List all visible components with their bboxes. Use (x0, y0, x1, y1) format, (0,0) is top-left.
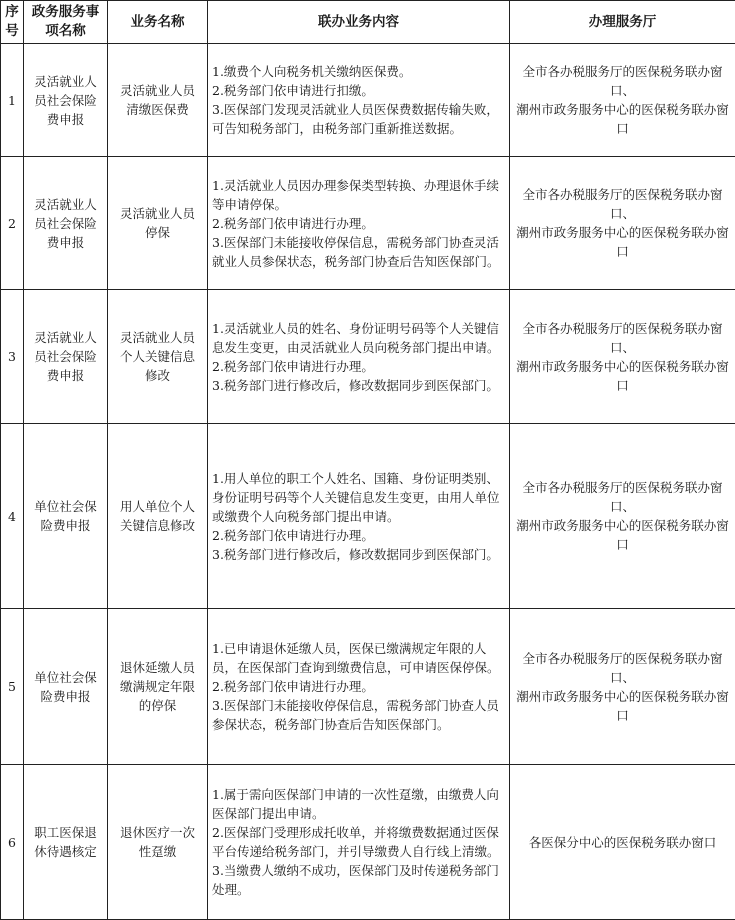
table-row (1, 157, 735, 290)
hall-line: 潮州市政务服务中心的医保税务联办窗口 (516, 102, 729, 136)
row-content (208, 424, 510, 609)
content-line: 3.税务部门进行修改后，修改数据同步到医保部门。 (212, 377, 499, 393)
hall-line: 全市各办税服务厅的医保税务联办窗口、 (522, 187, 723, 221)
hall-line: 全市各办税服务厅的医保税务联办窗口、 (522, 650, 723, 685)
content-line: 3.医保部门未能接收停保信息，需税务部门协查人员参保状态，税务部门协查后告知医保部门。 (212, 698, 499, 732)
hall-line: 潮州市政务服务中心的医保税务联办窗口 (516, 688, 729, 723)
table-row (1, 290, 735, 424)
row-no: 2 (1, 157, 24, 290)
row-business-name: 退休延缴人员缴满规定年限的停保 (108, 609, 208, 765)
content-line: 3.当缴费人缴纳不成功，医保部门及时传递税务部门处理。 (212, 863, 499, 897)
content-line: 1.已申请退休延缴人员，医保已缴满规定年限的人员，在医保部门查询到缴费信息，可申请医保停保。 (212, 641, 500, 675)
row-business-name: 灵活就业人员清缴医保费 (108, 44, 208, 157)
row-service-hall (510, 290, 735, 424)
row-service-hall (510, 44, 735, 157)
row-business-name: 退休医疗一次性趸缴 (108, 765, 208, 920)
hall-line: 潮州市政务服务中心的医保税务联办窗口 (516, 518, 729, 552)
content-line: 2.税务部门依申请进行办理。 (212, 527, 374, 543)
content-line: 1.灵活就业人员因办理参保类型转换、办理退休手续等申请停保。 (212, 177, 499, 212)
row-item-name: 灵活就业人员社会保险费申报 (24, 44, 108, 157)
row-item-name: 单位社会保险费申报 (24, 424, 108, 609)
content-line: 1.灵活就业人员的姓名、身份证明号码等个人关键信息发生变更，由灵活就业人员向税务部门提出申请。 (212, 320, 500, 355)
content-line: 3.税务部门进行修改后，修改数据同步到医保部门。 (212, 546, 499, 562)
table-row (1, 609, 735, 765)
row-business-name: 灵活就业人员个人关键信息修改 (108, 290, 208, 424)
row-no: 4 (1, 424, 24, 609)
content-line: 2.税务部门依申请进行办理。 (212, 358, 374, 374)
row-content (208, 290, 510, 424)
row-no: 5 (1, 609, 24, 765)
row-item-name: 单位社会保险费申报 (24, 609, 108, 765)
header-item: 政务服务事项名称 (24, 1, 108, 44)
row-content (208, 44, 510, 157)
content-line: 1.属于需向医保部门申请的一次性趸缴，由缴费人向医保部门提出申请。 (212, 787, 499, 821)
content-line: 1.用人单位的职工个人姓名、国籍、身份证明类别、身份证明号码等个人关键信息发生变更，由用人单位或缴费个人向税务部门提出申请。 (212, 470, 500, 524)
row-content (208, 765, 510, 920)
row-item-name: 职工医保退休待遇核定 (24, 765, 108, 920)
row-service-hall (510, 609, 735, 765)
row-item-name: 灵活就业人员社会保险费申报 (24, 157, 108, 290)
content-line: 2.税务部门依申请进行办理。 (212, 679, 374, 694)
row-content (208, 609, 510, 765)
row-item-name: 灵活就业人员社会保险费申报 (24, 290, 108, 424)
table-row (1, 44, 735, 157)
header-hall: 办理服务厅 (510, 1, 735, 44)
hall-line: 潮州市政务服务中心的医保税务联办窗口 (516, 358, 729, 393)
header-no: 序号 (1, 1, 24, 44)
row-no: 3 (1, 290, 24, 424)
row-business-name: 用人单位个人关键信息修改 (108, 424, 208, 609)
content-line: 2.税务部门依申请进行办理。 (212, 215, 374, 231)
content-line: 1.缴费个人向税务机关缴纳医保费。 (212, 64, 412, 79)
header-content: 联办业务内容 (208, 1, 510, 44)
hall-line: 全市各办税服务厅的医保税务联办窗口、 (522, 480, 723, 514)
content-line: 2.医保部门受理形成托收单，并将缴费数据通过医保平台传递给税务部门，并引导缴费人自行线上清缴。 (212, 825, 500, 859)
row-service-hall (510, 765, 735, 920)
hall-line: 潮州市政务服务中心的医保税务联办窗口 (516, 225, 729, 259)
row-service-hall (510, 424, 735, 609)
content-line: 3.医保部门未能接收停保信息，需税务部门协查灵活就业人员参保状态，税务部门协查后告知医保部门。 (212, 234, 500, 269)
row-no: 6 (1, 765, 24, 920)
row-no: 1 (1, 44, 24, 157)
content-line: 3.医保部门发现灵活就业人员医保费数据传输失败，可告知税务部门，由税务部门重新推送数据。 (212, 102, 499, 136)
header-row (1, 1, 735, 44)
hall-line: 全市各办税服务厅的医保税务联办窗口、 (522, 320, 723, 355)
table-row (1, 424, 735, 609)
content-line: 2.税务部门依申请进行扣缴。 (212, 83, 374, 98)
row-business-name: 灵活就业人员停保 (108, 157, 208, 290)
hall-line: 各医保分中心的医保税务联办窗口 (528, 834, 717, 850)
row-content (208, 157, 510, 290)
header-biz: 业务名称 (108, 1, 208, 44)
row-service-hall (510, 157, 735, 290)
table-row (1, 765, 735, 920)
hall-line: 全市各办税服务厅的医保税务联办窗口、 (522, 64, 723, 98)
